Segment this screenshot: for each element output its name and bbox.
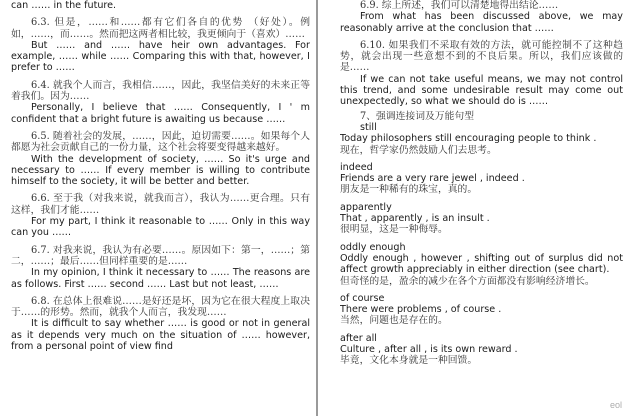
english-sentence: From what has been discussed above, we may reasonably arrive at the conclusion that ……: [340, 11, 623, 34]
chinese-sentence: 6.3. 但是，……和……都有它们各自的优势 （好处）。例如，……，而……。然而把这两者相比较，我更倾向于（喜欢）……: [11, 17, 310, 40]
keyword: indeed: [340, 161, 373, 173]
keyword: of course: [340, 292, 385, 304]
keyword: apparently: [340, 201, 392, 213]
example-english: Today philosophers still encouraging people to think .: [340, 133, 597, 145]
example-english: Oddly enough , however , shifting out of surplus did not affect growth appreciably in either direction (see chart).: [340, 252, 623, 276]
example-chinese: 现在，哲学家仍然鼓励人们去思考。: [340, 144, 497, 156]
left-column: [11, 0, 310, 416]
chinese-sentence: 6.10. 如果我们不采取有效的方法，就可能控制不了这种趋势，就会出现一些意想不到的不良后果。所以，我们应该做的是……: [340, 39, 623, 74]
chinese-sentence: 6.6. 至于我（对我来说，就我而言），我认为……更合理。只有这样，我们才能……: [11, 193, 310, 216]
chinese-sentence: 6.8. 在总体上很难说……是好还是坏，因为它在很大程度上取决于……的形势。然而，就我个人而言，我发现……: [11, 295, 310, 319]
keyword: after all: [340, 332, 377, 344]
english-sentence: But …… and …… have heir own advantages. For example, …… while …… Comparing this with that, however, I prefer to ……: [11, 39, 310, 74]
example-english: That , apparently , is an insult .: [340, 213, 490, 225]
english-sentence: If we can not take useful means, we may not control this trend, and some undesirable result may come out unexpectedly, so what we should do is ……: [340, 73, 623, 108]
chinese-sentence: 6.5. 随着社会的发展，……，因此，迫切需要……。如果每个人都愿为社会贡献自己的一份力量，这个社会将要变得越来越好。: [11, 130, 310, 154]
english-sentence: Personally, I believe that …… Consequently, I ' m confident that a bright future is awaiting us because ……: [11, 102, 310, 125]
keyword: oddly enough: [340, 241, 406, 253]
chinese-sentence: 6.4. 就我个人而言，我相信……，因此，我坚信美好的未来正等着我们。因为……: [11, 79, 310, 103]
english-sentence: For my part, I think it reasonable to …… Only in this way can you ……: [11, 216, 310, 239]
chinese-sentence: 6.9. 综上所述，我们可以清楚地得出结论……: [360, 0, 559, 11]
keyword: still: [360, 121, 377, 133]
example-chinese: 当然，问题也是存在的。: [340, 315, 448, 327]
example-english: There were problems , of course .: [340, 304, 502, 316]
example-chinese: 毕竟，文化本身就是一种回馈。: [340, 355, 478, 367]
example-english: Friends are a very rare jewel , indeed .: [340, 173, 525, 185]
example-chinese: 但奇怪的是，盈余的减少在各个方面都没有影响经济增长。: [340, 275, 595, 287]
right-column: [340, 0, 623, 416]
chinese-sentence: 6.7. 对我来说，我认为有必要……。原因如下：第一，……；第二，……；最后……但同样重要的是……: [11, 244, 310, 267]
text-line: can …… in the future.: [11, 0, 117, 11]
english-sentence: It is difficult to say whether …… is good or not in general as it depends very much on the situation of …… however, from a personal point of view find: [11, 318, 310, 353]
english-sentence: With the development of society, …… So it's urge and necessary to …… If every member is willing to contribute himself to the society, it will be better and better.: [11, 153, 310, 188]
watermark: eol: [609, 400, 622, 410]
example-chinese: 朋友是一种稀有的珠宝，真的。: [340, 184, 478, 196]
example-chinese: 很明显，这是一种侮辱。: [340, 224, 448, 236]
section-heading: 7、强调连接词及万能句型: [360, 110, 474, 122]
english-sentence: In my opinion, I think it necessary to …… The reasons are as follows. First …… second …… Last but not least, ……: [11, 267, 310, 290]
column-divider: [316, 0, 318, 416]
example-english: Culture , after all , is its own reward .: [340, 344, 518, 356]
